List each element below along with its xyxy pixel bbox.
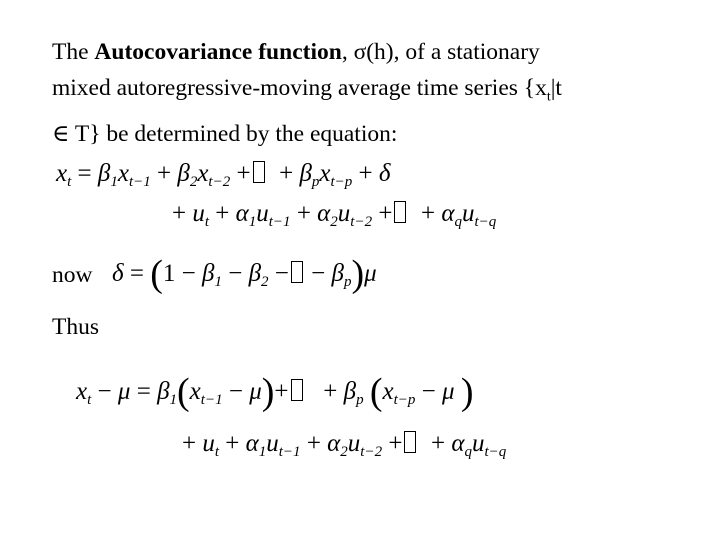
placeholder-box: [291, 379, 303, 401]
now-label: now: [52, 262, 93, 288]
placeholder-box: [394, 201, 406, 223]
text: |t: [550, 75, 562, 101]
text: mixed autoregressive-moving average time series {x: [52, 75, 547, 101]
subscript: t: [546, 89, 551, 105]
bold-term: Autocovariance function: [94, 39, 342, 65]
equation-3-row-2: + $u_t + \alpha_1u_{t-1} + \alpha_2u_{t-2}$ + + $\alpha_qu_{t-q}$: [182, 430, 507, 460]
equation-1-row-2: + $u_t + \alpha_1u_{t-1} + \alpha_2u_{t-2}$ + + $\alpha_qu_{t-q}$: [172, 200, 497, 230]
text: , σ(h), of a stationary: [341, 39, 540, 65]
text: The: [52, 39, 95, 65]
equation-1-row-1: $x_t = \beta_1x_{t-1} + \beta_2x_{t-2}$ + + $\beta_px_{t-p} + \delta$: [56, 160, 391, 190]
thus-label: Thus: [52, 314, 99, 340]
intro-line-1: [52, 34, 682, 70]
placeholder-box: [404, 431, 416, 453]
intro-line-2: [52, 70, 682, 116]
intro-line-3: ∈ T} be determined by the equation:: [52, 120, 398, 147]
equation-2: $\delta = (1 - \beta_1 - \beta_2$ − − $\beta_p)\mu$: [112, 253, 377, 295]
intro-paragraph: [52, 34, 682, 152]
placeholder-box: [253, 161, 265, 183]
equation-3-row-1: $x_t - \mu = \beta_1(x_{t-1} - \mu)+ + \beta_p$ ($x_{t-p} - \mu$ ): [76, 371, 474, 413]
placeholder-box: [291, 261, 303, 283]
